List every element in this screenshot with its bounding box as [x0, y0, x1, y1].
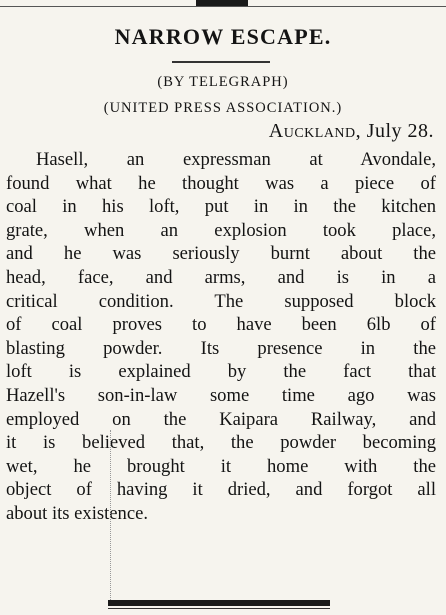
- top-ornament: [196, 0, 248, 6]
- headline: NARROW ESCAPE.: [114, 24, 332, 49]
- agency-line: (UNITED PRESS ASSOCIATION.): [103, 100, 343, 116]
- body-line: grate, when an explosion took place,: [6, 219, 436, 241]
- body-line: Hazell's son-in-law some time ago was: [6, 384, 436, 406]
- bottom-rule-thin: [108, 608, 330, 609]
- body-line: head, face, and arms, and is in a: [6, 266, 436, 288]
- body-line: wet, he brought it home with the: [6, 455, 436, 477]
- body-line: loft is explained by the fact that: [6, 361, 436, 383]
- body-line: of coal proves to have been 6lb of: [6, 314, 436, 336]
- body-line: about its existence.: [6, 502, 148, 524]
- article-body: [6, 148, 436, 526]
- dateline-date: July 28.: [361, 120, 434, 142]
- column-crease: [110, 430, 111, 600]
- headline-rule: [172, 61, 270, 63]
- dateline-place: Auckland,: [268, 120, 362, 142]
- body-line: and he was seriously burnt about the: [6, 243, 436, 265]
- bottom-rule: [108, 600, 330, 606]
- body-line: critical condition. The supposed block: [6, 290, 436, 312]
- body-line: it is believed that, the powder becoming: [6, 432, 436, 454]
- body-line: Hasell, an expressman at Avondale,: [36, 149, 436, 170]
- body-line: blasting powder. Its presence in the: [6, 337, 436, 359]
- body-line: coal in his loft, put in in the kitchen: [6, 196, 436, 218]
- body-line: object of having it dried, and forgot all: [6, 479, 436, 501]
- byline: (BY TELEGRAPH): [157, 74, 289, 90]
- body-line: found what he thought was a piece of: [6, 172, 436, 194]
- body-line: employed on the Kaipara Railway, and: [6, 408, 436, 430]
- dateline: [269, 120, 434, 143]
